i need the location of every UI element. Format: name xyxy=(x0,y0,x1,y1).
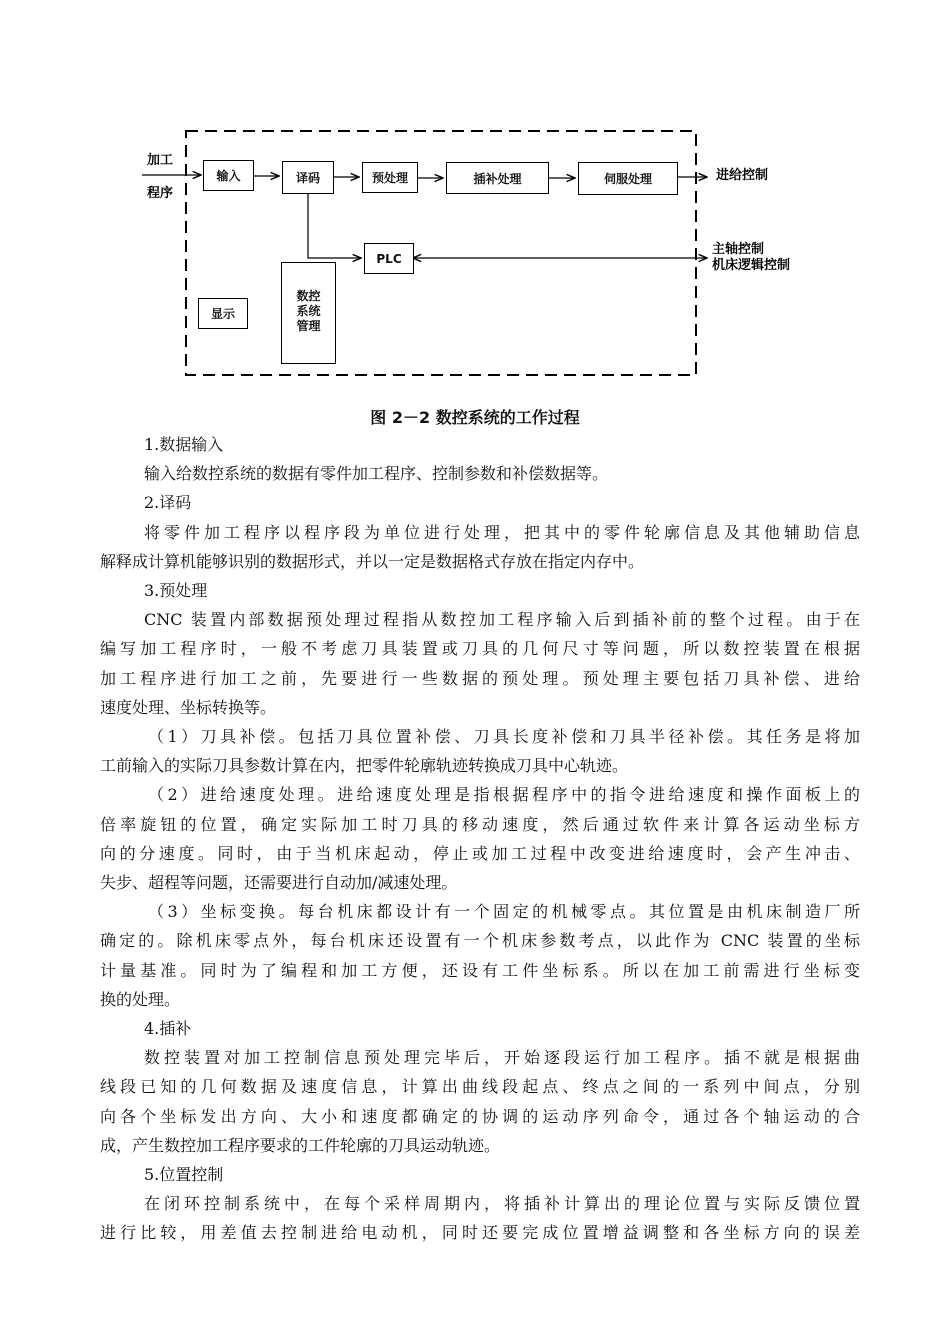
interpolate-box: 插补处理 xyxy=(446,162,549,194)
body-text xyxy=(100,430,860,1248)
paragraph-line: 向的分速度。同时，由于当机床起动，停止或加工过程中改变进给速度时，会产生冲击、 xyxy=(100,843,860,863)
paragraph-line: CNC 装置内部数据预处理过程指从数控加工程序输入后到插补前的整个过程。由于在 xyxy=(144,610,860,630)
mgmt-line-3: 管理 xyxy=(296,319,321,333)
preprocess-box: 预处理 xyxy=(362,162,418,193)
paragraph-line: 加工程序进行加工之前，先要进行一些数据的预处理。预处理主要包括刀具补偿、进给 xyxy=(100,668,860,688)
system-management-box xyxy=(281,262,336,364)
paragraph-line: （3）坐标变换。每台机床都设计有一个固定的机械零点。其位置是由机床制造厂所 xyxy=(148,902,860,922)
paragraph-line: 倍率旋钮的位置，确定实际加工时刀具的移动速度，然后通过软件来计算各运动坐标方 xyxy=(100,814,860,834)
machine-logic-label: 机床逻辑控制 xyxy=(712,258,791,273)
plc-box: PLC xyxy=(364,243,414,274)
paragraph-line: 在闭环控制系统中，在每个采样周期内，将插补计算出的理论位置与实际反馈位置 xyxy=(144,1194,860,1214)
mgmt-line-1: 数控 xyxy=(296,289,321,303)
paragraph-line: 编写加工程序时，一般不考虑刀具装置或刀具的几何尺寸等问题，所以数控装置在根据 xyxy=(100,639,860,659)
paragraph-line: 速度处理、坐标转换等。 xyxy=(100,697,277,717)
paragraph-line: 线段已知的几何数据及速度信息，计算出曲线段起点、终点之间的一系列中间点，分别 xyxy=(100,1077,860,1097)
paragraph-line: 换的处理。 xyxy=(100,989,181,1009)
servo-box: 伺服处理 xyxy=(578,162,678,195)
heading-preprocess: 3.预处理 xyxy=(144,581,208,601)
decode-box: 译码 xyxy=(282,161,334,194)
figure-caption: 图 2－2 数控系统的工作过程 xyxy=(370,408,580,427)
heading-decode: 2.译码 xyxy=(144,493,192,513)
paragraph-line: （1）刀具补偿。包括刀具位置补偿、刀具长度补偿和刀具半径补偿。其任务是将加 xyxy=(148,727,860,747)
paragraph-line: （2）进给速度处理。进给速度处理是指根据程序中的指令进给速度和操作面板上的 xyxy=(148,785,860,805)
paragraph-line: 将零件加工程序以程序段为单位进行处理，把其中的零件轮廓信息及其他辅助信息 xyxy=(144,522,860,542)
spindle-control-label: 主轴控制 xyxy=(712,242,765,257)
display-box: 显示 xyxy=(198,298,248,329)
input-program-label-1: 加工 xyxy=(147,153,174,168)
heading-data-input: 1.数据输入 xyxy=(144,435,224,454)
mgmt-line-2: 系统 xyxy=(296,304,321,318)
paragraph-line: 向各个坐标发出方向、大小和速度都确定的协调的运动序列命令，通过各个轴运动的合 xyxy=(100,1106,860,1126)
system-management-label xyxy=(294,289,324,334)
paragraph-line: 工前输入的实际刀具参数计算在内，把零件轮廓轨迹转换成刀具中心轨迹。 xyxy=(100,756,629,776)
arrow-decode-to-plc xyxy=(308,194,361,258)
paragraph-line: 数控装置对加工控制信息预处理完毕后，开始逐段运行加工程序。插不就是根据曲 xyxy=(144,1048,860,1068)
input-program-label-2: 程序 xyxy=(147,186,174,201)
input-box: 输入 xyxy=(203,160,254,191)
paragraph-line: 成，产生数控加工程序要求的工件轮廓的刀具运动轨迹。 xyxy=(100,1135,501,1155)
workflow-diagram xyxy=(0,0,950,400)
paragraph-line: 计量基准。同时为了编程和加工方便，还设有工件坐标系。所以在加工前需进行坐标变 xyxy=(100,960,860,980)
paragraph-line: 失步、超程等问题，还需要进行自动加/减速处理。 xyxy=(100,873,458,893)
paragraph-line: 确定的。除机床零点外，每台机床还设置有一个机床参数考点，以此作为 CNC 装置的坐标 xyxy=(100,931,860,951)
heading-interpolation: 4.插补 xyxy=(144,1019,192,1039)
feed-control-label: 进给控制 xyxy=(716,168,769,183)
heading-position-control: 5.位置控制 xyxy=(144,1165,224,1185)
paragraph-line: 解释成计算机能够识别的数据形式，并以一定是数据格式存放在指定内存中。 xyxy=(100,551,645,571)
paragraph-line: 输入给数控系统的数据有零件加工程序、控制参数和补偿数据等。 xyxy=(144,464,609,484)
paragraph-line: 进行比较，用差值去控制进给电动机，同时还要完成位置增益调整和各坐标方向的误差 xyxy=(100,1223,860,1243)
diagram-lines xyxy=(0,0,950,400)
